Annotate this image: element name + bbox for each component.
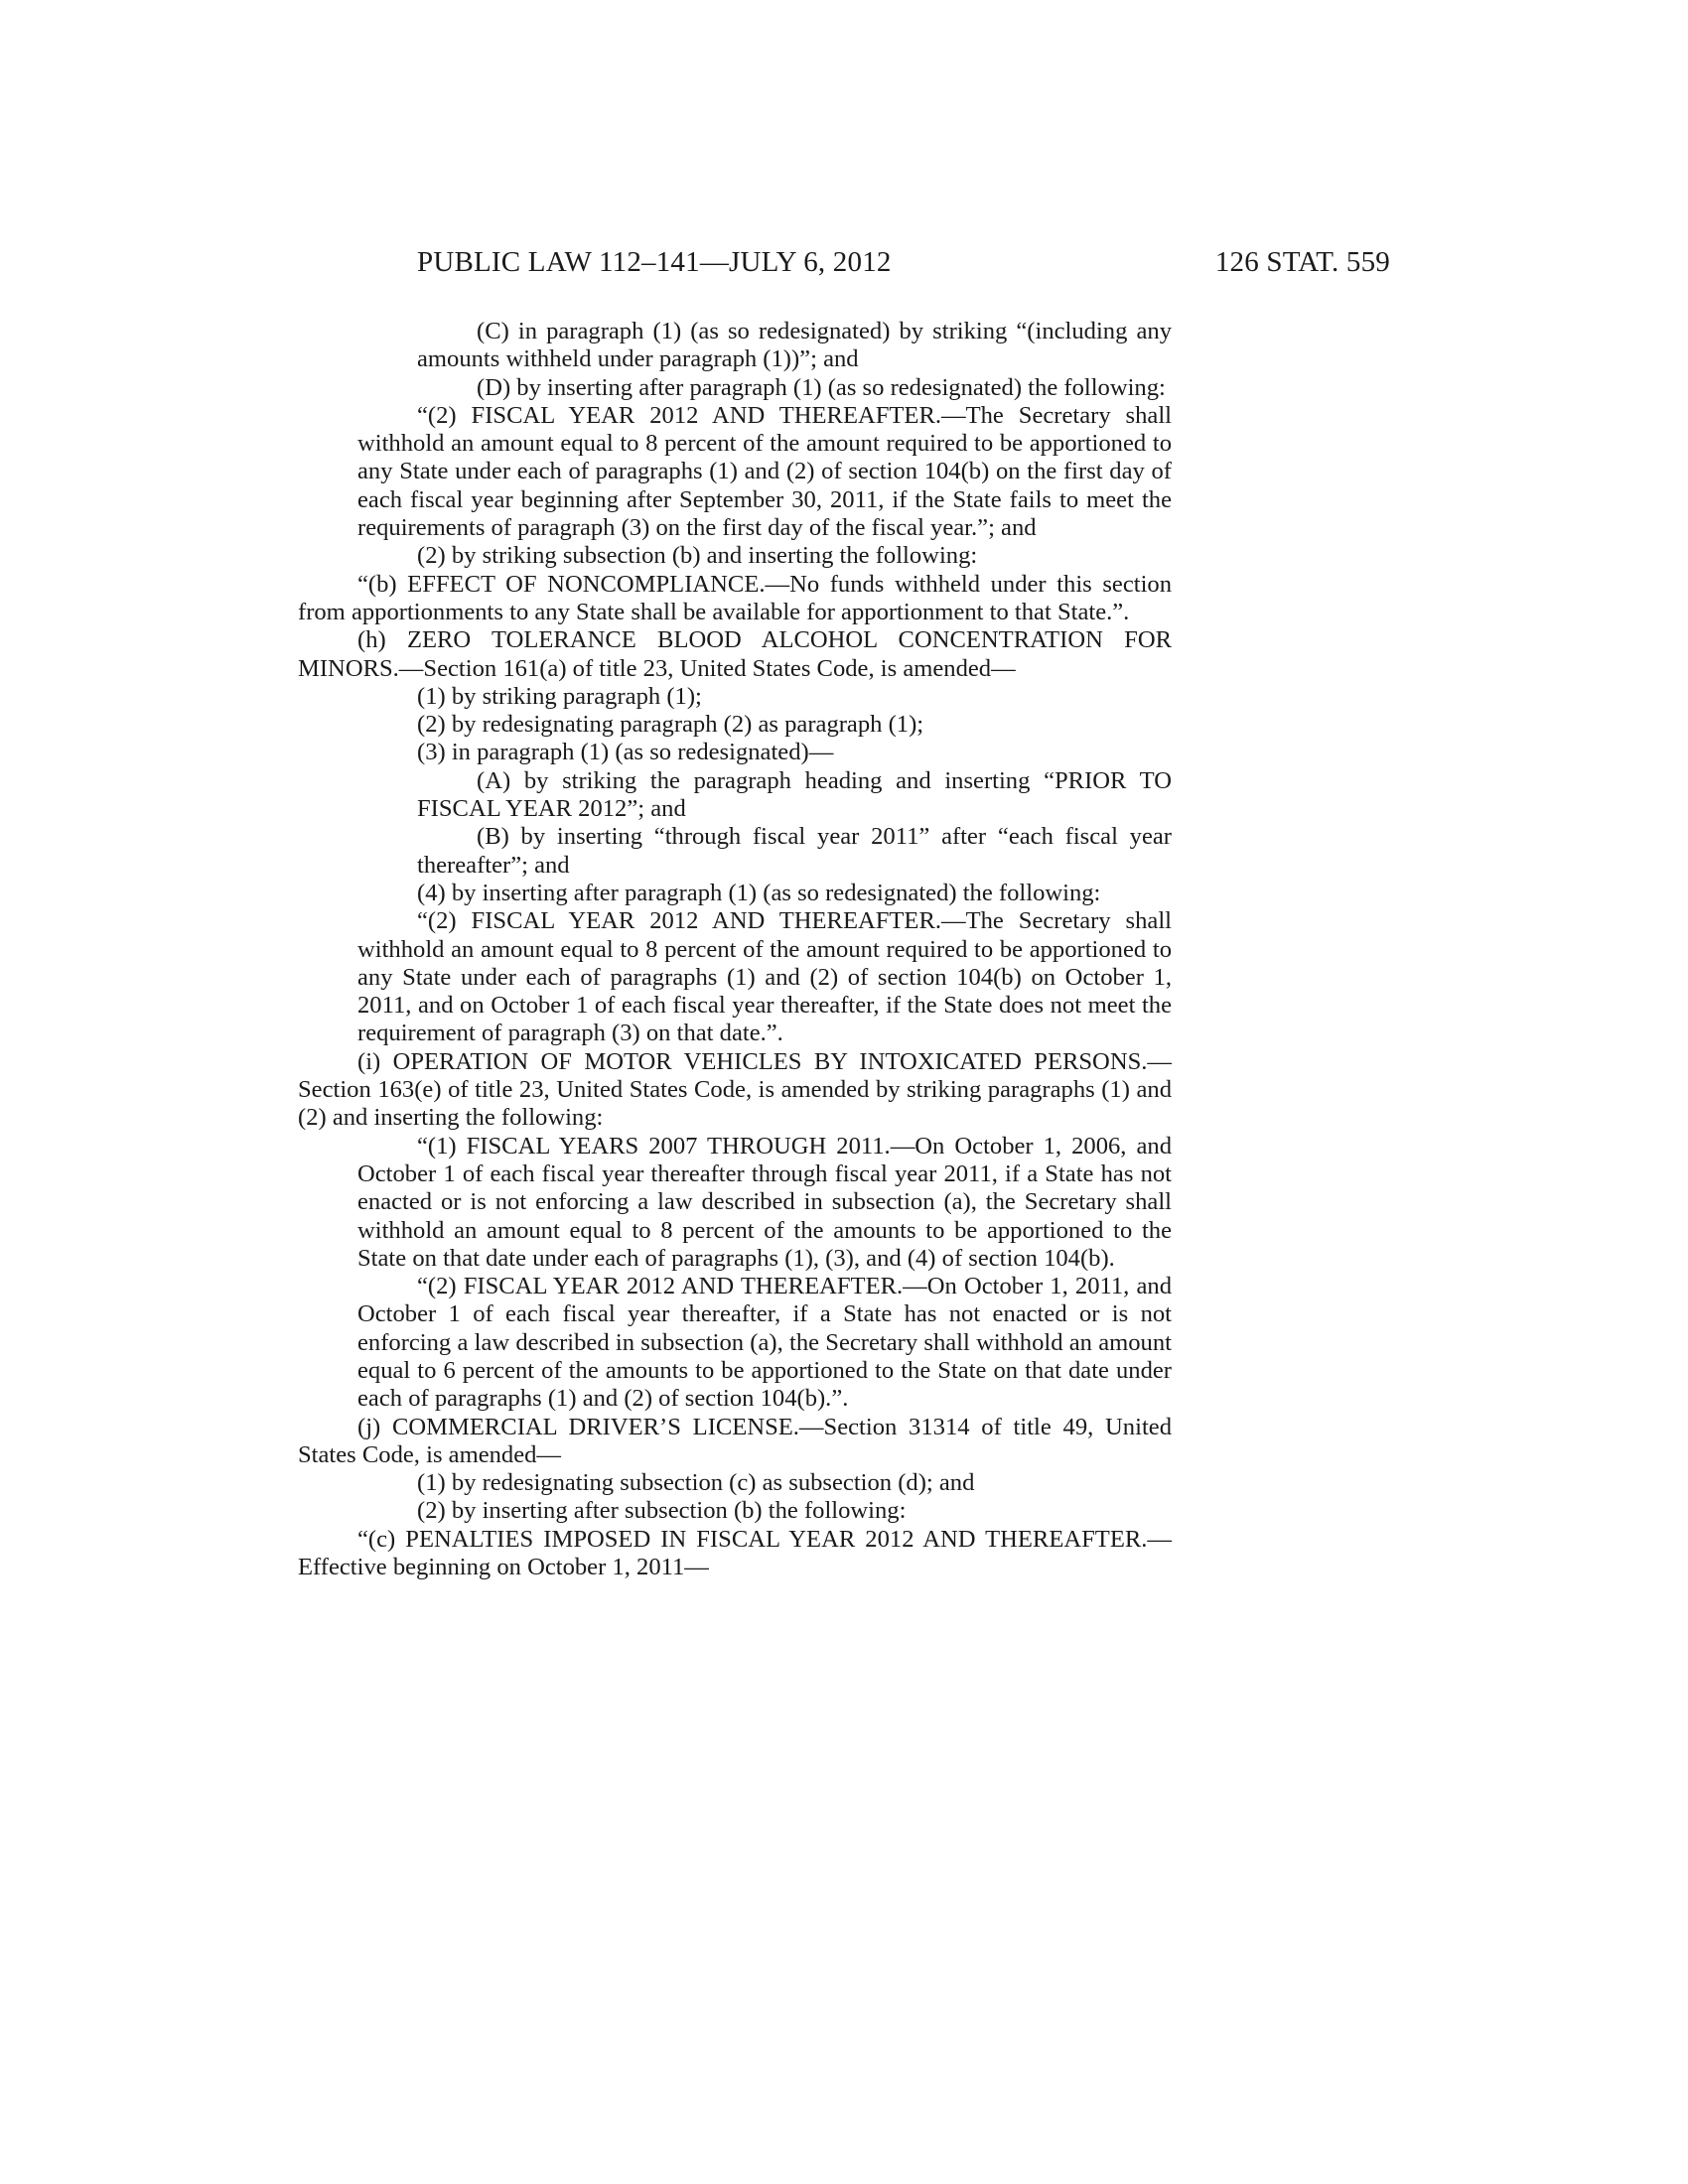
paragraph: “(b) EFFECT OF NONCOMPLIANCE.—No funds withheld under this section from apportionments to any State shall be available for apportionment to that State.”.	[298, 570, 1172, 625]
paragraph: (B) by inserting “through fiscal year 2011” after “each fiscal year thereafter”; and	[417, 823, 1172, 879]
paragraph: “(2) FISCAL YEAR 2012 AND THEREAFTER.—The Secretary shall withhold an amount equal to 8 percent of the amount required to be apportioned to any State under each of paragraphs (1) and (2) of section 104(b) on the first day of each fiscal year beginning after September 30, 2011, if the State fails to meet the requirements of paragraph (3) on the first day of the fiscal year.”; and	[357, 401, 1172, 542]
header-stat-citation: 126 STAT. 559	[1214, 246, 1390, 278]
paragraph: (3) in paragraph (1) (as so redesignated)—	[417, 739, 834, 766]
paragraph: (j) COMMERCIAL DRIVER’S LICENSE.—Section 31314 of title 49, United States Code, is amended—	[298, 1413, 1172, 1468]
running-header	[417, 246, 1390, 286]
paragraph: (2) by striking subsection (b) and inserting the following:	[417, 542, 978, 570]
paragraph: (1) by striking paragraph (1);	[417, 682, 702, 710]
page-body	[298, 318, 1172, 1581]
paragraph: “(2) FISCAL YEAR 2012 AND THEREAFTER.—The Secretary shall withhold an amount equal to 8 percent of the amount required to be apportioned to any State under each of paragraphs (1) and (2) of section 104(b) on October 1, 2011, and on October 1 of each fiscal year thereafter, if the State does not meet the requirement of paragraph (3) on that date.”.	[357, 907, 1172, 1047]
paragraph: (A) by striking the paragraph heading and inserting “PRIOR TO FISCAL YEAR 2012”; and	[417, 766, 1172, 823]
paragraph: “(c) PENALTIES IMPOSED IN FISCAL YEAR 2012 AND THEREAFTER.—Effective beginning on October 1, 2011—	[298, 1525, 1172, 1581]
paragraph: (D) by inserting after paragraph (1) (as so redesignated) the following:	[477, 373, 1166, 401]
paragraph: “(2) FISCAL YEAR 2012 AND THEREAFTER.—On October 1, 2011, and October 1 of each fiscal year thereafter, if a State has not enacted or is not enforcing a law described in subsection (a), the Secretary shall withhold an amount equal to 6 percent of the amounts to be apportioned to the State on that date under each of paragraphs (1) and (2) of section 104(b).”.	[357, 1273, 1172, 1413]
paragraph: “(1) FISCAL YEARS 2007 THROUGH 2011.—On October 1, 2006, and October 1 of each fiscal year thereafter through fiscal year 2011, if a State has not enacted or is not enforcing a law described in subsection (a), the Secretary shall withhold an amount equal to 8 percent of the amounts to be apportioned to the State on that date under each of paragraphs (1), (3), and (4) of section 104(b).	[357, 1132, 1172, 1272]
paragraph: (C) in paragraph (1) (as so redesignated) by striking “(including any amounts withheld under paragraph (1))”; and	[417, 318, 1172, 373]
paragraph: (1) by redesignating subsection (c) as subsection (d); and	[417, 1469, 975, 1497]
paragraph: (4) by inserting after paragraph (1) (as so redesignated) the following:	[417, 879, 1101, 906]
paragraph: (2) by redesignating paragraph (2) as paragraph (1);	[417, 711, 924, 739]
paragraph: (i) OPERATION OF MOTOR VEHICLES BY INTOXICATED PERSONS.—Section 163(e) of title 23, United States Code, is amended by striking paragraphs (1) and (2) and inserting the following:	[298, 1047, 1172, 1132]
paragraph: (h) ZERO TOLERANCE BLOOD ALCOHOL CONCENTRATION FOR MINORS.—Section 161(a) of title 23, United States Code, is amended—	[298, 626, 1172, 682]
paragraph: (2) by inserting after subsection (b) the following:	[417, 1497, 907, 1525]
header-title: PUBLIC LAW 112–141—JULY 6, 2012	[417, 246, 892, 278]
